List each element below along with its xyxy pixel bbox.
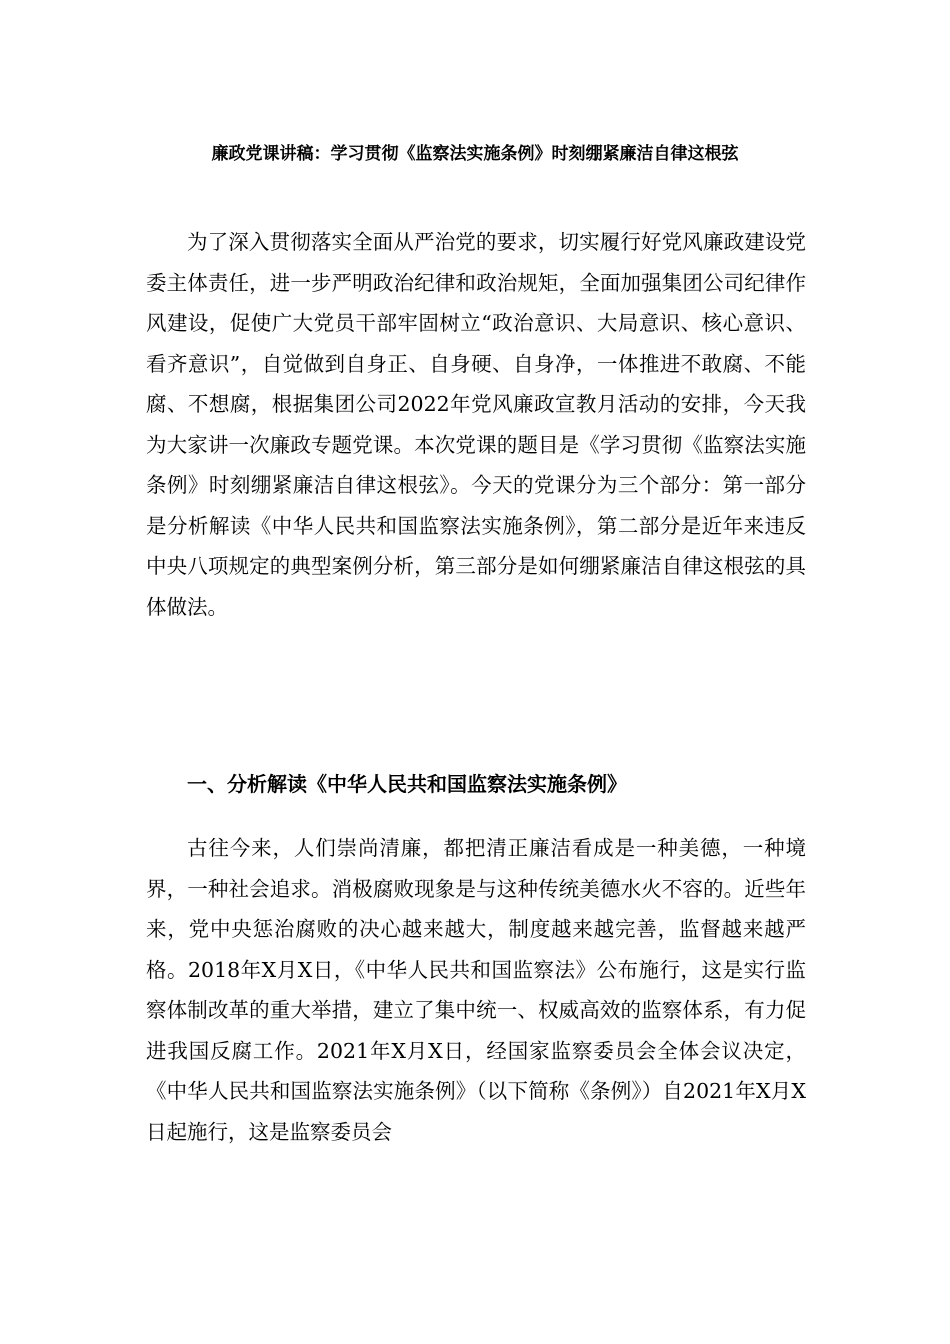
intro-paragraph: 为了深入贯彻落实全面从严治党的要求，切实履行好党风廉政建设党委主体责任，进一步严明政治纪律和政治规矩，全面加强集团公司纪律作风建设，促使广大党员干部牢固树立“政治意识、大局意识、核心意识、看齐意识”，自觉做到自身正、自身硬、自身净，一体推进不敢腐、不能腐、不想腐，根据集团公司2022年党风廉政宣教月活动的安排，今天我为大家讲一次廉政专题党课。本次党课的题目是《学习贯彻《监察法实施条例》时刻绷紧廉洁自律这根弦》。今天的党课分为三个部分：第一部分是分析解读《中华人民共和国监察法实施条例》，第二部分是近年来违反中央八项规定的典型案例分析，第三部分是如何绷紧廉洁自律这根弦的具体做法。 — [146, 230, 806, 619]
section-paragraph: 古往今来，人们崇尚清廉，都把清正廉洁看成是一种美德，一种境界，一种社会追求。消极腐败现象是与这种传统美德水火不容的。近些年来，党中央惩治腐败的决心越来越大，制度越来越完善，监督越来越严格。2018年X月X日，《中华人民共和国监察法》公布施行，这是实行监察体制改革的重大举措，建立了集中统一、权威高效的监察体系，有力促进我国反腐工作。2021年X月X日，经国家监察委员会全体会议决定，《中华人民共和国监察法实施条例》（以下简称《条例》）自2021年X月X日起施行，这是监察委员会 — [146, 836, 806, 1144]
section-heading: 一、分析解读《中华人民共和国监察法实施条例》 — [187, 772, 627, 796]
document-title: 廉政党课讲稿：学习贯彻《监察法实施条例》时刻绷紧廉洁自律这根弦 — [211, 144, 739, 164]
